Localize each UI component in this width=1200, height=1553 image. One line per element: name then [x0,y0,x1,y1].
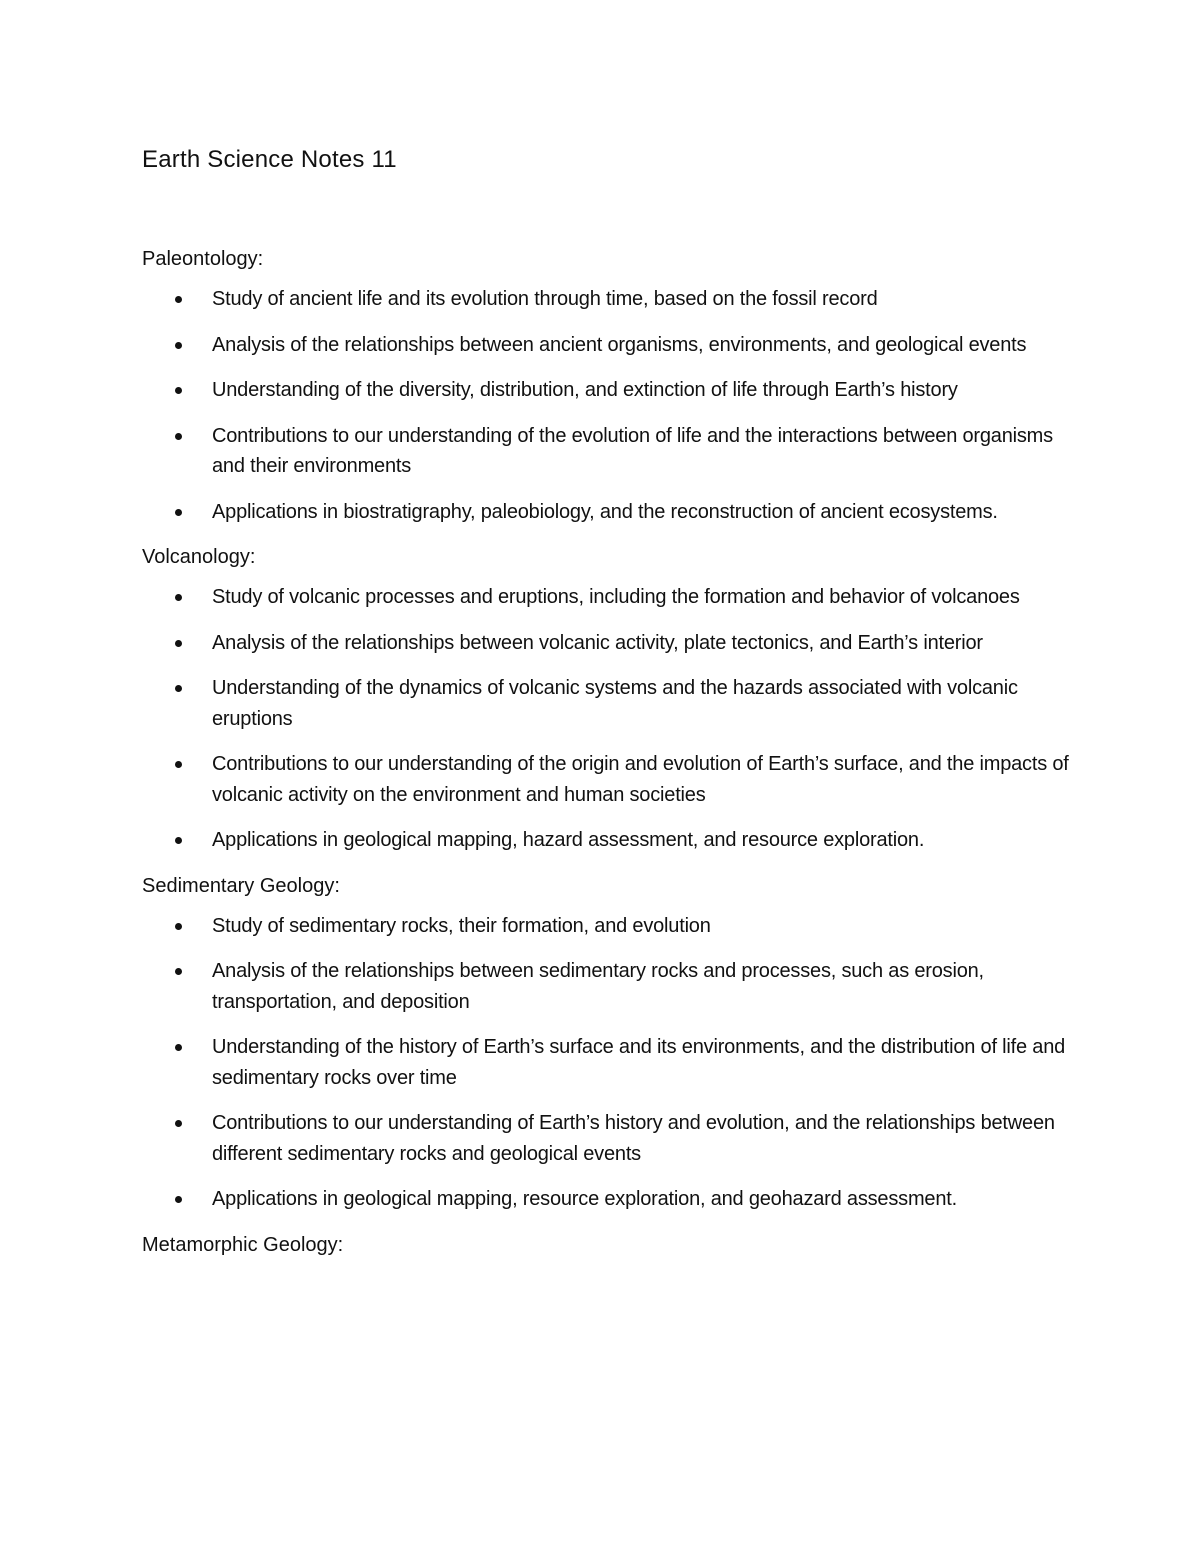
bullet-dot-icon [175,761,182,768]
bullet-dot-icon [175,837,182,844]
list-item-text: Analysis of the relationships between sedimentary rocks and processes, such as erosion, transportation, and deposition [212,960,984,1013]
bullet-dot-icon [175,923,182,930]
bullet-dot-icon [175,1196,182,1203]
list-item-text: Analysis of the relationships between volcanic activity, plate tectonics, and Earth’s interior [212,631,983,654]
section-paleontology [142,244,1072,527]
list-item [142,825,1072,856]
section-sedimentary-geology [142,871,1072,1215]
list-item [142,284,1072,315]
list-item-text: Applications in geological mapping, resource exploration, and geohazard assessment. [212,1188,957,1210]
list-item [142,375,1072,406]
bullet-dot-icon [175,342,182,349]
bullet-dot-icon [175,296,182,303]
section-heading: Paleontology: [142,248,264,270]
list-item [142,1108,1072,1169]
bullet-list [142,284,1072,527]
section-heading: Sedimentary Geology: [142,874,340,897]
list-item-text: Understanding of the dynamics of volcanic systems and the hazards associated with volcanic eruptions [212,677,1018,730]
section-heading: Volcanology: [142,546,256,568]
bullet-dot-icon [175,594,182,601]
list-item [142,497,1072,528]
list-item [142,956,1072,1017]
list-item-text: Contributions to our understanding of the evolution of life and the interactions between organisms and their environments [212,424,1053,477]
list-item [142,1184,1072,1215]
bullet-list [142,582,1072,856]
list-item [142,749,1072,810]
list-item-text: Understanding of the diversity, distribution, and extinction of life through Earth’s history [212,379,958,401]
list-item [142,628,1072,659]
section-heading: Metamorphic Geology: [142,1233,344,1256]
list-item-text: Study of volcanic processes and eruptions, including the formation and behavior of volcanoes [212,586,1020,608]
section-metamorphic-geology [142,1230,1072,1260]
bullet-dot-icon [175,685,182,692]
list-item-text: Contributions to our understanding of Earth’s history and evolution, and the relationships between different sedimentary rocks and geological events [212,1112,1055,1165]
list-item-text: Applications in biostratigraphy, paleobiology, and the reconstruction of ancient ecosystems. [212,500,998,523]
list-item-text: Study of sedimentary rocks, their formation, and evolution [212,914,711,937]
bullet-dot-icon [175,968,182,975]
bullet-dot-icon [175,1044,182,1051]
bullet-dot-icon [175,433,182,440]
list-item [142,673,1072,734]
bullet-dot-icon [175,509,182,516]
list-item [142,1032,1072,1093]
list-item [142,911,1072,942]
list-item [142,330,1072,361]
notes-body [142,244,1072,1270]
bullet-dot-icon [175,387,182,394]
list-item-text: Contributions to our understanding of the origin and evolution of Earth’s surface, and the impacts of volcanic activity on the environment and human societies [212,753,1069,806]
bullet-dot-icon [175,1120,182,1127]
list-item-text: Study of ancient life and its evolution through time, based on the fossil record [212,288,878,310]
list-item-text: Understanding of the history of Earth’s surface and its environments, and the distribution of life and sedimentary rocks over time [212,1036,1066,1089]
document-title: Earth Science Notes 11 [142,146,397,173]
bullet-list [142,911,1072,1215]
list-item-text: Analysis of the relationships between ancient organisms, environments, and geological events [212,333,1027,356]
list-item-text: Applications in geological mapping, hazard assessment, and resource exploration. [212,829,925,851]
bullet-dot-icon [175,640,182,647]
list-item [142,582,1072,613]
list-item [142,421,1072,482]
section-volcanology [142,542,1072,856]
